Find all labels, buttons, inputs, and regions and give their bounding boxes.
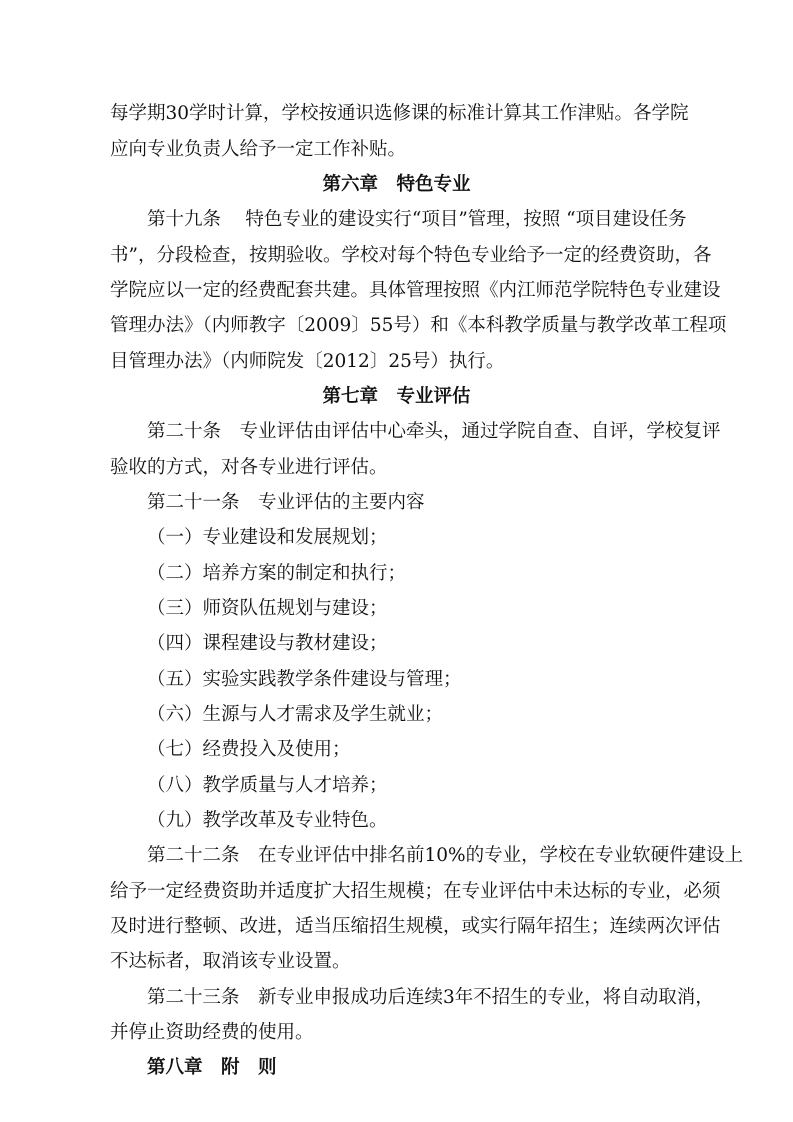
list-item: （六）生源与人才需求及学生就业； (147, 704, 444, 725)
paragraph-line: 及时进行整顿、改进，适当压缩招生规模，或实行隔年招生；连续两次评估 (110, 916, 721, 937)
paragraph-line: 验收的方式，对各专业进行评估。 (110, 457, 388, 478)
chapter-heading: 第六章 特色专业 (322, 174, 471, 195)
list-item: （四）课程建设与教材建设； (147, 633, 388, 654)
list-item: （九）教学改革及专业特色。 (147, 810, 388, 831)
paragraph-line: 并停止资助经费的使用。 (110, 1022, 314, 1043)
paragraph-line: 每学期30学时计算，学校按通识选修课的标准计算其工作津贴。各学院 (110, 103, 689, 124)
list-item: （八）教学质量与人才培养； (147, 775, 388, 796)
list-item: （七）经费投入及使用； (147, 739, 351, 760)
chapter-heading: 第七章 专业评估 (322, 386, 471, 407)
list-item: （一）专业建设和发展规划； (147, 527, 388, 548)
paragraph-line: 第二十条 专业评估由评估中心牵头，通过学院自查、自评，学校复评 (147, 421, 721, 442)
chapter-heading: 第八章 附 则 (147, 1057, 277, 1078)
paragraph-line: 第二十一条 专业评估的主要内容 (147, 492, 425, 513)
paragraph-line: 书”，分段检查，按期验收。学校对每个特色专业给予一定的经费资助，各 (110, 245, 712, 266)
paragraph-line: 第二十二条 在专业评估中排名前10%的专业，学校在专业软硬件建设上 (147, 845, 744, 866)
paragraph-line: 学院应以一定的经费配套共建。具体管理按照《内江师范学院特色专业建设 (110, 280, 721, 301)
paragraph-line: 管理办法》（内师教字〔2009〕55号）和《本科教学质量与教学改革工程项 (110, 315, 727, 336)
paragraph-line: 应向专业负责人给予一定工作补贴。 (110, 139, 407, 160)
paragraph-line: 不达标者，取消该专业设置。 (110, 951, 351, 972)
list-item: （三）师资队伍规划与建设； (147, 598, 388, 619)
list-item: （五）实验实践教学条件建设与管理； (147, 669, 462, 690)
paragraph-line: 目管理办法》（内师院发〔2012〕25号）执行。 (110, 351, 505, 372)
paragraph-line: 第二十三条 新专业申报成功后连续3年不招生的专业，将自动取消， (147, 987, 714, 1008)
paragraph-line: 给予一定经费资助并适度扩大招生规模；在专业评估中未达标的专业，必须 (110, 881, 721, 902)
paragraph-line: 第十九条 特色专业的建设实行“项目”管理，按照 “项目建设任务 (147, 209, 687, 230)
list-item: （二）培养方案的制定和执行； (147, 563, 407, 584)
